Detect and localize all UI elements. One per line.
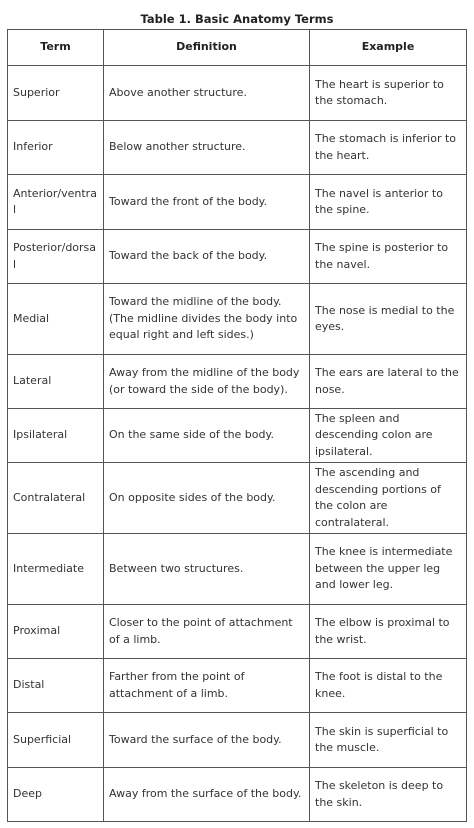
table-row (8, 355, 467, 409)
example-cell: The skeleton is deep to the skin. (310, 768, 467, 822)
definition-cell: Away from the midline of the body (or toward the side of the body). (104, 355, 310, 409)
term-cell: Proximal (8, 605, 104, 659)
definition-cell: Between two structures. (104, 534, 310, 605)
example-cell: The ears are lateral to the nose. (310, 355, 467, 409)
table-row (8, 659, 467, 713)
example-cell: The skin is superficial to the muscle. (310, 713, 467, 768)
table-row (8, 121, 467, 175)
example-cell: The nose is medial to the eyes. (310, 284, 467, 355)
table-row (8, 534, 467, 605)
table-row (8, 605, 467, 659)
table-row (8, 713, 467, 768)
example-cell: The ascending and descending portions of the colon are contralateral. (310, 463, 467, 534)
definition-cell: Toward the surface of the body. (104, 713, 310, 768)
definition-cell: Farther from the point of attachment of a limb. (104, 659, 310, 713)
table-row (8, 230, 467, 284)
example-cell: The stomach is inferior to the heart. (310, 121, 467, 175)
example-cell: The spine is posterior to the navel. (310, 230, 467, 284)
term-cell: Distal (8, 659, 104, 713)
definition-cell: Closer to the point of attachment of a limb. (104, 605, 310, 659)
header-row (8, 30, 467, 66)
term-cell: Lateral (8, 355, 104, 409)
example-cell: The navel is anterior to the spine. (310, 175, 467, 230)
definition-cell: Below another structure. (104, 121, 310, 175)
definition-cell: Toward the back of the body. (104, 230, 310, 284)
term-cell: Medial (8, 284, 104, 355)
term-cell: Inferior (8, 121, 104, 175)
example-cell: The heart is superior to the stomach. (310, 66, 467, 121)
term-cell: Superficial (8, 713, 104, 768)
table-row (8, 768, 467, 822)
term-cell: Deep (8, 768, 104, 822)
definition-cell: Toward the front of the body. (104, 175, 310, 230)
term-cell: Intermediate (8, 534, 104, 605)
definition-cell: On opposite sides of the body. (104, 463, 310, 534)
definition-cell: Away from the surface of the body. (104, 768, 310, 822)
example-cell: The knee is intermediate between the upper leg and lower leg. (310, 534, 467, 605)
example-cell: The elbow is proximal to the wrist. (310, 605, 467, 659)
table-row (8, 175, 467, 230)
example-cell: The foot is distal to the knee. (310, 659, 467, 713)
term-cell: Posterior/dorsal (8, 230, 104, 284)
term-cell: Anterior/ventral (8, 175, 104, 230)
term-cell: Superior (8, 66, 104, 121)
definition-cell: Above another structure. (104, 66, 310, 121)
table-row (8, 409, 467, 463)
table-row (8, 66, 467, 121)
column-header-example: Example (310, 30, 467, 66)
term-cell: Contralateral (8, 463, 104, 534)
column-header-definition: Definition (104, 30, 310, 66)
term-cell: Ipsilateral (8, 409, 104, 463)
table-row (8, 463, 467, 534)
table-caption: Table 1. Basic Anatomy Terms (140, 12, 334, 26)
table-row (8, 284, 467, 355)
column-header-term: Term (8, 30, 104, 66)
definition-cell: Toward the midline of the body. (The midline divides the body into equal right and left sides.) (104, 284, 310, 355)
definition-cell: On the same side of the body. (104, 409, 310, 463)
anatomy-terms-table (7, 29, 467, 822)
example-cell: The spleen and descending colon are ipsilateral. (310, 409, 467, 463)
